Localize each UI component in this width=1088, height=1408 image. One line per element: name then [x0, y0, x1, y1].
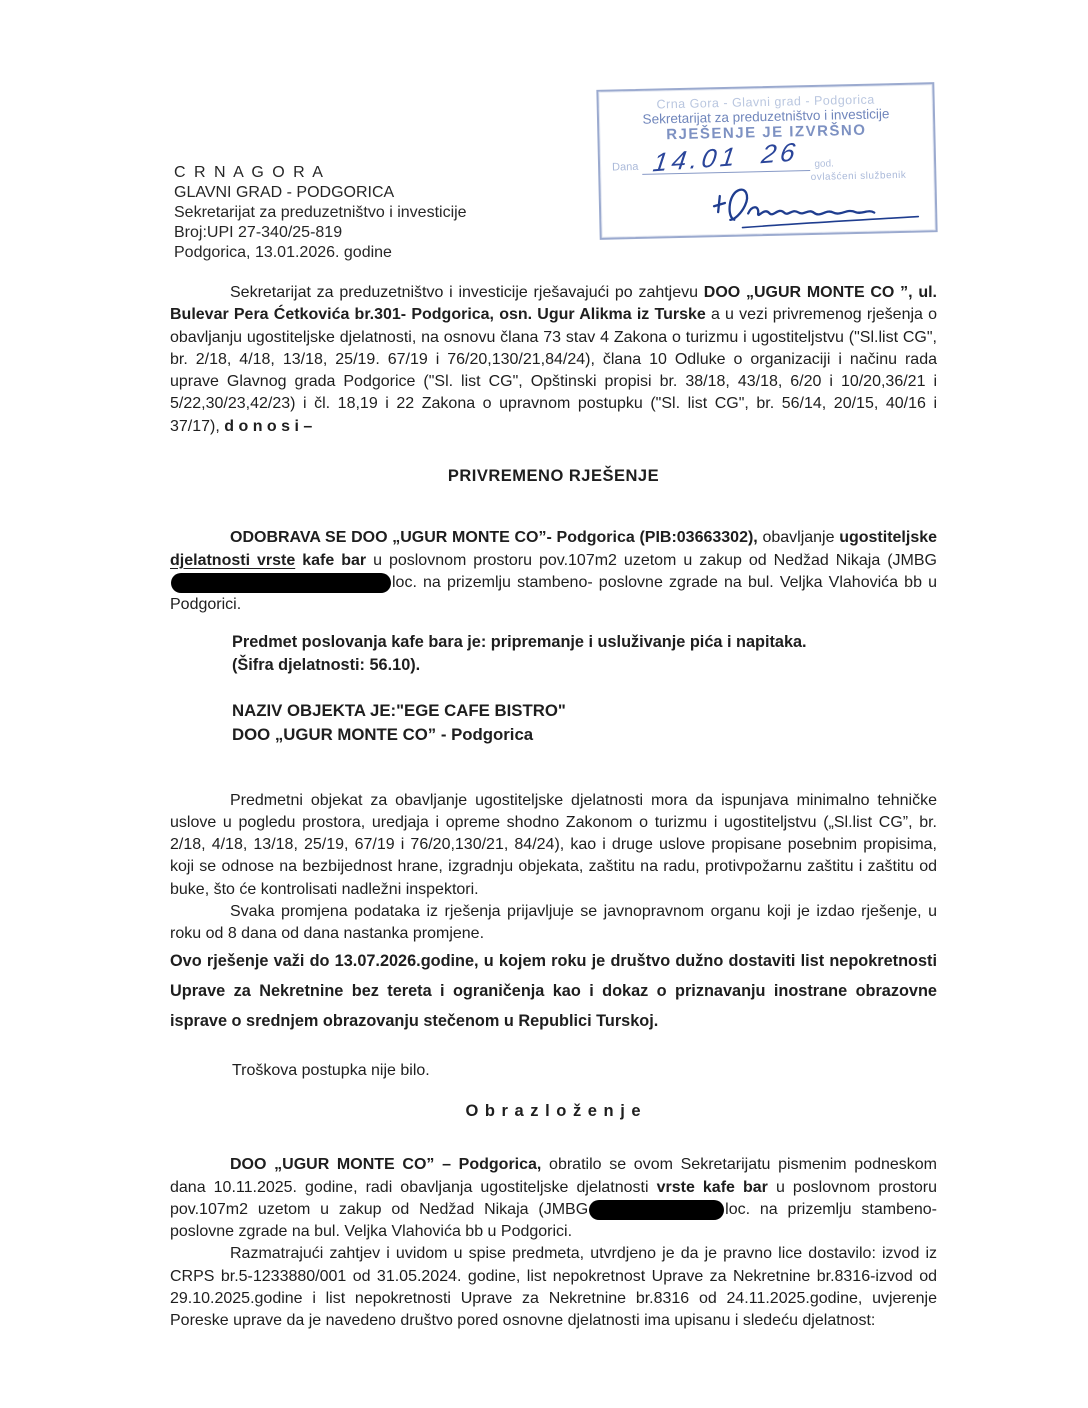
text-run: u poslovnom prostoru pov.107m2 uzetom u zakup od Nedžad Nikaja (JMBG [170, 1178, 938, 1218]
stamp-god-label: god. [814, 158, 834, 170]
text-line: NAZIV OBJEKTA JE:"EGE CAFE BISTRO" [232, 700, 566, 720]
handwritten-signature-icon [712, 179, 928, 236]
paragraph-troskovi: Troškova postupka nije bilo. [232, 1061, 430, 1079]
text-line: (Šifra djelatnosti: 56.10). [232, 655, 421, 674]
stamp-secretariat-line: Sekretarijat za preduzetništvo i investicije [642, 106, 890, 127]
redaction-box [589, 1200, 724, 1220]
text-run: kafe bar [295, 551, 367, 569]
paragraph-odobrava [170, 527, 937, 616]
letterhead-department: Sekretarijat za preduzetništvo i investicije [174, 204, 467, 221]
text-run: Sekretarijat za preduzetništvo i investicije rješavajući po zahtjevu [230, 284, 704, 301]
paragraph-doo-podnesak [170, 1154, 937, 1243]
text-run: ODOBRAVA SE DOO „UGUR MONTE CO”- Podgorica (PIB:03663302), [230, 529, 763, 547]
paragraph-naziv-objekta [232, 699, 937, 748]
text-run: obavljanje [762, 529, 840, 547]
stamp-officer-label: ovlašćeni službenik [810, 169, 907, 184]
stamp-date-label: Dana [611, 160, 639, 174]
text-line: DOO „UGUR MONTE CO” - Podgorica [232, 725, 534, 745]
paragraph-vazenje-rjesenja: Ovo rješenje važi do 13.07.2026.godine, u kojem roku je društvo dužno dostaviti list nepokretnosti Uprave za Nekretnine bez tereta i ograničenja kao i dokaz o priznavanju inostrane obrazovne isprave o srednjem obrazovanju stečenom u Republici Turskoj. [170, 951, 937, 1030]
stamp-executory-line: RJEŠENJE JE IZVRŠNO [666, 121, 867, 144]
text-run: DOO „UGUR MONTE CO” – Podgorica, [230, 1156, 542, 1174]
text-line: Predmet poslovanja kafe bara je: pripremanje i usluživanje pića i napitaka. [232, 632, 807, 651]
text-run: u poslovnom prostoru pov.107m2 uzetom u zakup od Nedžad Nikaja (JMBG [366, 551, 938, 569]
stamp-date-line [642, 136, 811, 178]
letterhead-reference-number: Broj:UPI 27-340/25-819 [174, 224, 343, 241]
stamp-handwritten-date: 14.01 26 [651, 136, 802, 178]
paragraph-svaka-promjena: Svaka promjena podataka iz rješenja prijavljuje se javnopravnom organu koji je izdao rješenje, u roku od 8 dana od dana nastanka promjene. [170, 903, 937, 943]
paragraph-razmatrajuci: Razmatrajući zahtjev i uvidom u spise predmeta, utvrdjeno je da je pravno lice dostavilo: izvod iz CRPS br.5-1233880/001 od 31.05.2024. godine, list nepokretnost Uprave za Nekretnine br.8316-izvod od 29.10.2025.godine i list nepokretnosti Uprave za Nekretnine br.8316 od 24.11.2025.godine, uvjerenje Poreske uprave da je navedeno društvo pored osnovne djelatnosti ima upisanu i sledeću djelatnost: [170, 1245, 937, 1330]
text-run: loc. na prizemlju stambeno- poslovne zgrade na bul. Veljka Vlahovića bb u Podgorici. [170, 573, 937, 614]
letterhead-country: C R N A G O R A [174, 164, 325, 181]
text-run: d o n o s i – [224, 417, 313, 435]
stamp-signature-row [712, 179, 928, 241]
text-run: DOO „UGUR MONTE CO ”, ul. Bulevar Pera Ćetkovića br.301- Podgorica, osn. Ugur Alikma iz Turske [170, 284, 937, 324]
text-run: vrste kafe bar [656, 1178, 768, 1196]
section-title-obrazlozenje: O b r a z l o ž e n j e [465, 1101, 642, 1120]
redaction-box [171, 573, 391, 593]
text-run: ugostiteljske [839, 529, 938, 547]
letterhead-city: GLAVNI GRAD - PODGORICA [174, 184, 395, 201]
paragraph-predmetni-objekat: Predmetni objekat za obavljanje ugostiteljske djelatnosti mora da ispunjava minimalno tehničke uslove u pogledu prostora, uredjaja i opreme shodno Zakonom o turizmu i ugostiteljstvu („Sl.list CG”, br. 2/18, 4/18, 13/18, 25/19, 67/19 i 76/20,130/21, 84/24), kao i druge uslove propisane posebnim propisima, koji se odnose na bezbijednost hrane, izgradnju objekata, zaštitu na radu, protivpožarnu zaštitu i zaštitu od buke, što će kontrolisati nadležni inspektori. [170, 791, 937, 898]
text-run: loc. na prizemlju stambeno- poslovne zgrade na bul. Veljka Vlahovića bb u Podgorici. [170, 1200, 938, 1241]
executory-stamp [596, 82, 937, 240]
text-run: a u vezi privremenog rješenja o obavljanju ugostiteljske djelatnosti, na osnovu člana 73 stav 4 Zakona o turizmu i ugostiteljstvu ("Sl.list CG", br. 2/18, 4/18, 13/18, 25/19. 67/19 i 76/20,130/21,84/24), člana 10 Odluke o organizaciji i načinu rada uprave Glavnog grada Podgorice ("Sl. list CG", Opštinski propisi br. 38/18, 43/18, 6/20 i 10/20,36/21 i 5/22,30/23,42/23) i čl. 18,19 i 22 Zakona o upravnom postupku ("Sl. list CG", br. 56/14, 20/15, 40/16 i 37/17), [170, 306, 938, 435]
stamp-org-line: Crna Gora - Glavni grad - Podgorica [656, 92, 875, 112]
paragraph-predmet-poslovanja [232, 631, 937, 677]
paragraph-intro [170, 282, 937, 438]
letterhead [174, 163, 467, 263]
text-run: obratilo se ovom Sekretarijatu pismenim podneskom dana 10.11.2025. godine, radi obavljanja ugostiteljske djelatnosti [170, 1156, 937, 1196]
document-body [170, 282, 937, 1333]
text-run: djelatnosti vrste [170, 551, 296, 569]
decision-title: PRIVREMENO RJEŠENJE [447, 467, 660, 486]
letterhead-place-date: Podgorica, 13.01.2026. godine [174, 244, 392, 261]
